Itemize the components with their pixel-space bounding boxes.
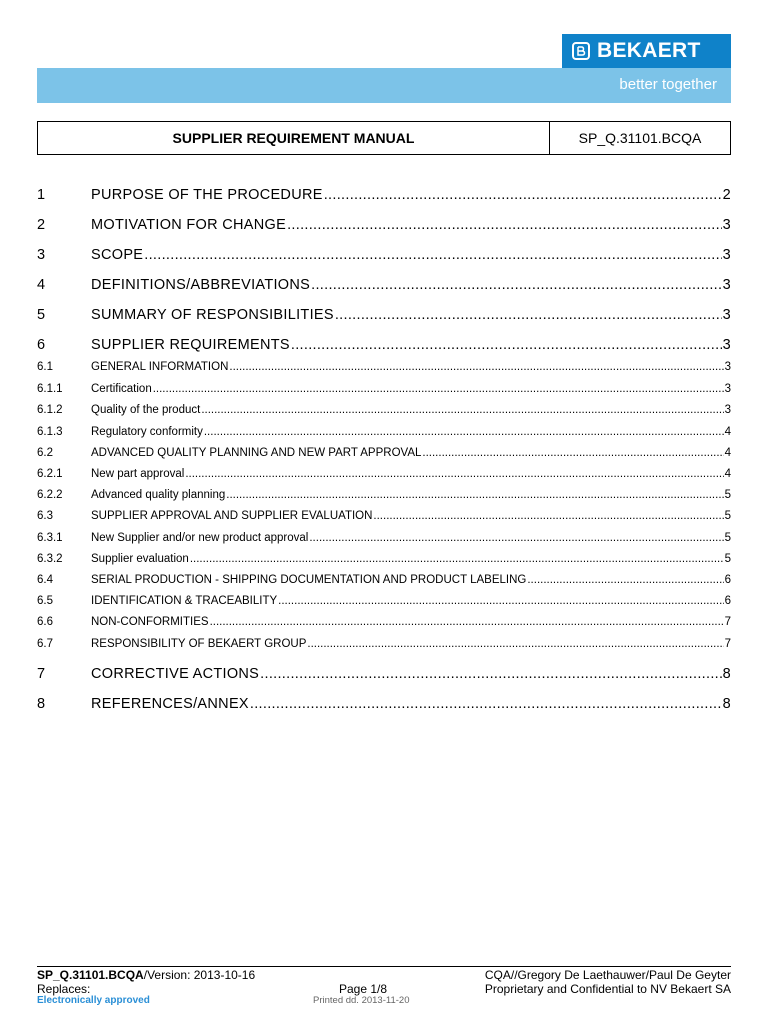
toc-dot-leader xyxy=(311,277,722,293)
toc-entry[interactable] xyxy=(37,532,731,544)
toc-entry-number: 6.3.2 xyxy=(37,553,63,565)
brand-tagline: better together xyxy=(619,76,717,93)
toc-entry-number: 6.1.1 xyxy=(37,383,63,395)
toc-entry-number: 6.5 xyxy=(37,595,53,607)
toc-entry-number: 6.2 xyxy=(37,447,53,459)
footer-doc-version xyxy=(37,968,255,982)
toc-dot-leader xyxy=(229,361,723,373)
toc-entry[interactable] xyxy=(37,638,731,650)
toc-entry-title: New part approval xyxy=(91,468,185,480)
toc-entry-title: CORRECTIVE ACTIONS xyxy=(91,666,260,682)
footer-approval-status: Electronically approved xyxy=(37,995,150,1006)
toc-entry[interactable] xyxy=(37,247,731,263)
toc-entry-number: 7 xyxy=(37,666,46,682)
toc-dot-leader xyxy=(278,595,723,607)
toc-entry-page: 5 xyxy=(724,553,731,565)
toc-entry-title: IDENTIFICATION & TRACEABILITY xyxy=(91,595,278,607)
toc-entry[interactable] xyxy=(37,187,731,203)
toc-dot-leader xyxy=(287,217,722,233)
toc-entry-page: 4 xyxy=(724,468,731,480)
toc-entry[interactable] xyxy=(37,426,731,438)
toc-entry[interactable] xyxy=(37,337,731,353)
toc-entry[interactable] xyxy=(37,468,731,480)
toc-dot-leader xyxy=(527,574,723,586)
footer-doc-code: SP_Q.31101.BCQA xyxy=(37,968,144,982)
toc-entry[interactable] xyxy=(37,307,731,323)
toc-dot-leader xyxy=(291,337,722,353)
toc-entry[interactable] xyxy=(37,666,731,682)
toc-entry-page: 3 xyxy=(722,217,731,233)
toc-entry-number: 2 xyxy=(37,217,46,233)
toc-entry[interactable] xyxy=(37,404,731,416)
footer-authors: CQA//Gregory De Laethauwer/Paul De Geyter xyxy=(484,968,731,982)
toc-entry-number: 6.2.1 xyxy=(37,468,63,480)
toc-entry[interactable] xyxy=(37,510,731,522)
toc-entry-title: DEFINITIONS/ABBREVIATIONS xyxy=(91,277,311,293)
document-code: SP_Q.31101.BCQA xyxy=(578,130,702,146)
footer-page-number: Page 1/8 xyxy=(339,982,388,996)
toc-entry-number: 8 xyxy=(37,696,46,712)
toc-entry-title: Quality of the product xyxy=(91,404,201,416)
toc-dot-leader xyxy=(260,666,721,682)
header-banner xyxy=(37,68,731,103)
toc-entry-number: 6.2.2 xyxy=(37,489,63,501)
toc-dot-leader xyxy=(324,187,722,203)
toc-entry-page: 7 xyxy=(724,638,731,650)
toc-entry-title: PURPOSE OF THE PROCEDURE xyxy=(91,187,323,203)
toc-entry[interactable] xyxy=(37,489,731,501)
toc-entry-number: 4 xyxy=(37,277,46,293)
toc-dot-leader xyxy=(144,247,721,263)
toc-entry-page: 3 xyxy=(722,307,731,323)
toc-entry-title: RESPONSIBILITY OF BEKAERT GROUP xyxy=(91,638,307,650)
footer-printed-date: Printed dd. 2013-11-20 xyxy=(313,995,410,1006)
toc-entry-page: 4 xyxy=(724,447,731,459)
toc-entry-page: 3 xyxy=(724,404,731,416)
toc-entry-page: 8 xyxy=(722,696,731,712)
toc-entry-page: 6 xyxy=(724,595,731,607)
toc-entry-title: SUMMARY OF RESPONSIBILITIES xyxy=(91,307,334,323)
footer-replaces: Replaces: xyxy=(37,982,91,996)
page-footer xyxy=(37,966,731,1006)
toc-entry-title: Supplier evaluation xyxy=(91,553,189,565)
toc-entry-page: 6 xyxy=(724,574,731,586)
toc-entry-number: 5 xyxy=(37,307,46,323)
footer-confidentiality: Proprietary and Confidential to NV Bekaert SA xyxy=(484,982,731,996)
toc-dot-leader xyxy=(335,307,722,323)
toc-entry[interactable] xyxy=(37,383,731,395)
toc-entry-page: 4 xyxy=(724,426,731,438)
toc-entry-number: 6 xyxy=(37,337,46,353)
toc-entry-number: 6.7 xyxy=(37,638,53,650)
toc-entry-number: 6.3.1 xyxy=(37,532,63,544)
toc-entry-page: 3 xyxy=(722,247,731,263)
toc-entry-number: 6.3 xyxy=(37,510,53,522)
toc-entry-number: 6.4 xyxy=(37,574,53,586)
toc-entry[interactable] xyxy=(37,217,731,233)
toc-entry-number: 6.6 xyxy=(37,616,53,628)
toc-dot-leader xyxy=(153,383,724,395)
toc-entry-title: SUPPLIER REQUIREMENTS xyxy=(91,337,290,353)
toc-entry-title: SCOPE xyxy=(91,247,144,263)
toc-entry[interactable] xyxy=(37,574,731,586)
toc-entry-title: Advanced quality planning xyxy=(91,489,226,501)
toc-entry[interactable] xyxy=(37,696,731,712)
toc-dot-leader xyxy=(185,468,723,480)
toc-entry-title: REFERENCES/ANNEX xyxy=(91,696,249,712)
toc-entry-number: 6.1.3 xyxy=(37,426,63,438)
toc-entry-number: 1 xyxy=(37,187,46,203)
toc-entry[interactable] xyxy=(37,553,731,565)
footer-version: /Version: 2013-10-16 xyxy=(143,968,256,982)
toc-entry[interactable] xyxy=(37,616,731,628)
bekaert-logo-icon xyxy=(572,42,590,60)
toc-entry[interactable] xyxy=(37,595,731,607)
toc-entry-page: 5 xyxy=(724,489,731,501)
toc-entry-title: Regulatory conformity xyxy=(91,426,203,438)
toc-entry-title: MOTIVATION FOR CHANGE xyxy=(91,217,287,233)
toc-entry-page: 8 xyxy=(722,666,731,682)
brand-name: BEKAERT xyxy=(597,39,701,62)
toc-entry-title: New Supplier and/or new product approval xyxy=(91,532,309,544)
toc-entry-page: 5 xyxy=(724,510,731,522)
toc-entry-page: 3 xyxy=(724,383,731,395)
toc-dot-leader xyxy=(204,426,724,438)
toc-dot-leader xyxy=(210,616,724,628)
toc-entry-title: ADVANCED QUALITY PLANNING AND NEW PART APPROVAL xyxy=(91,447,422,459)
bekaert-logo xyxy=(562,34,731,68)
toc-entry-title: NON-CONFORMITIES xyxy=(91,616,209,628)
toc-dot-leader xyxy=(307,638,723,650)
toc-entry-title: SUPPLIER APPROVAL AND SUPPLIER EVALUATION xyxy=(91,510,373,522)
document-title-box xyxy=(37,121,731,155)
toc-dot-leader xyxy=(250,696,722,712)
toc-entry-page: 3 xyxy=(722,277,731,293)
toc-dot-leader xyxy=(226,489,723,501)
toc-dot-leader xyxy=(422,447,723,459)
toc-dot-leader xyxy=(201,404,723,416)
toc-entry-page: 5 xyxy=(724,532,731,544)
toc-entry-number: 3 xyxy=(37,247,46,263)
toc-entry-title: SERIAL PRODUCTION - SHIPPING DOCUMENTATION AND PRODUCT LABELING xyxy=(91,574,527,586)
toc-dot-leader xyxy=(373,510,723,522)
document-title: SUPPLIER REQUIREMENT MANUAL xyxy=(38,122,550,154)
toc-entry-number: 6.1 xyxy=(37,361,53,373)
toc-entry[interactable] xyxy=(37,447,731,459)
toc-entry-number: 6.1.2 xyxy=(37,404,63,416)
toc-dot-leader xyxy=(309,532,723,544)
toc-entry-title: Certification xyxy=(91,383,152,395)
toc-dot-leader xyxy=(190,553,724,565)
toc-entry-page: 2 xyxy=(722,187,731,203)
toc-entry-page: 3 xyxy=(722,337,731,353)
toc-entry[interactable] xyxy=(37,361,731,373)
toc-entry-page: 7 xyxy=(724,616,731,628)
toc-entry-title: GENERAL INFORMATION xyxy=(91,361,229,373)
toc-entry[interactable] xyxy=(37,277,731,293)
toc-entry-page: 3 xyxy=(724,361,731,373)
